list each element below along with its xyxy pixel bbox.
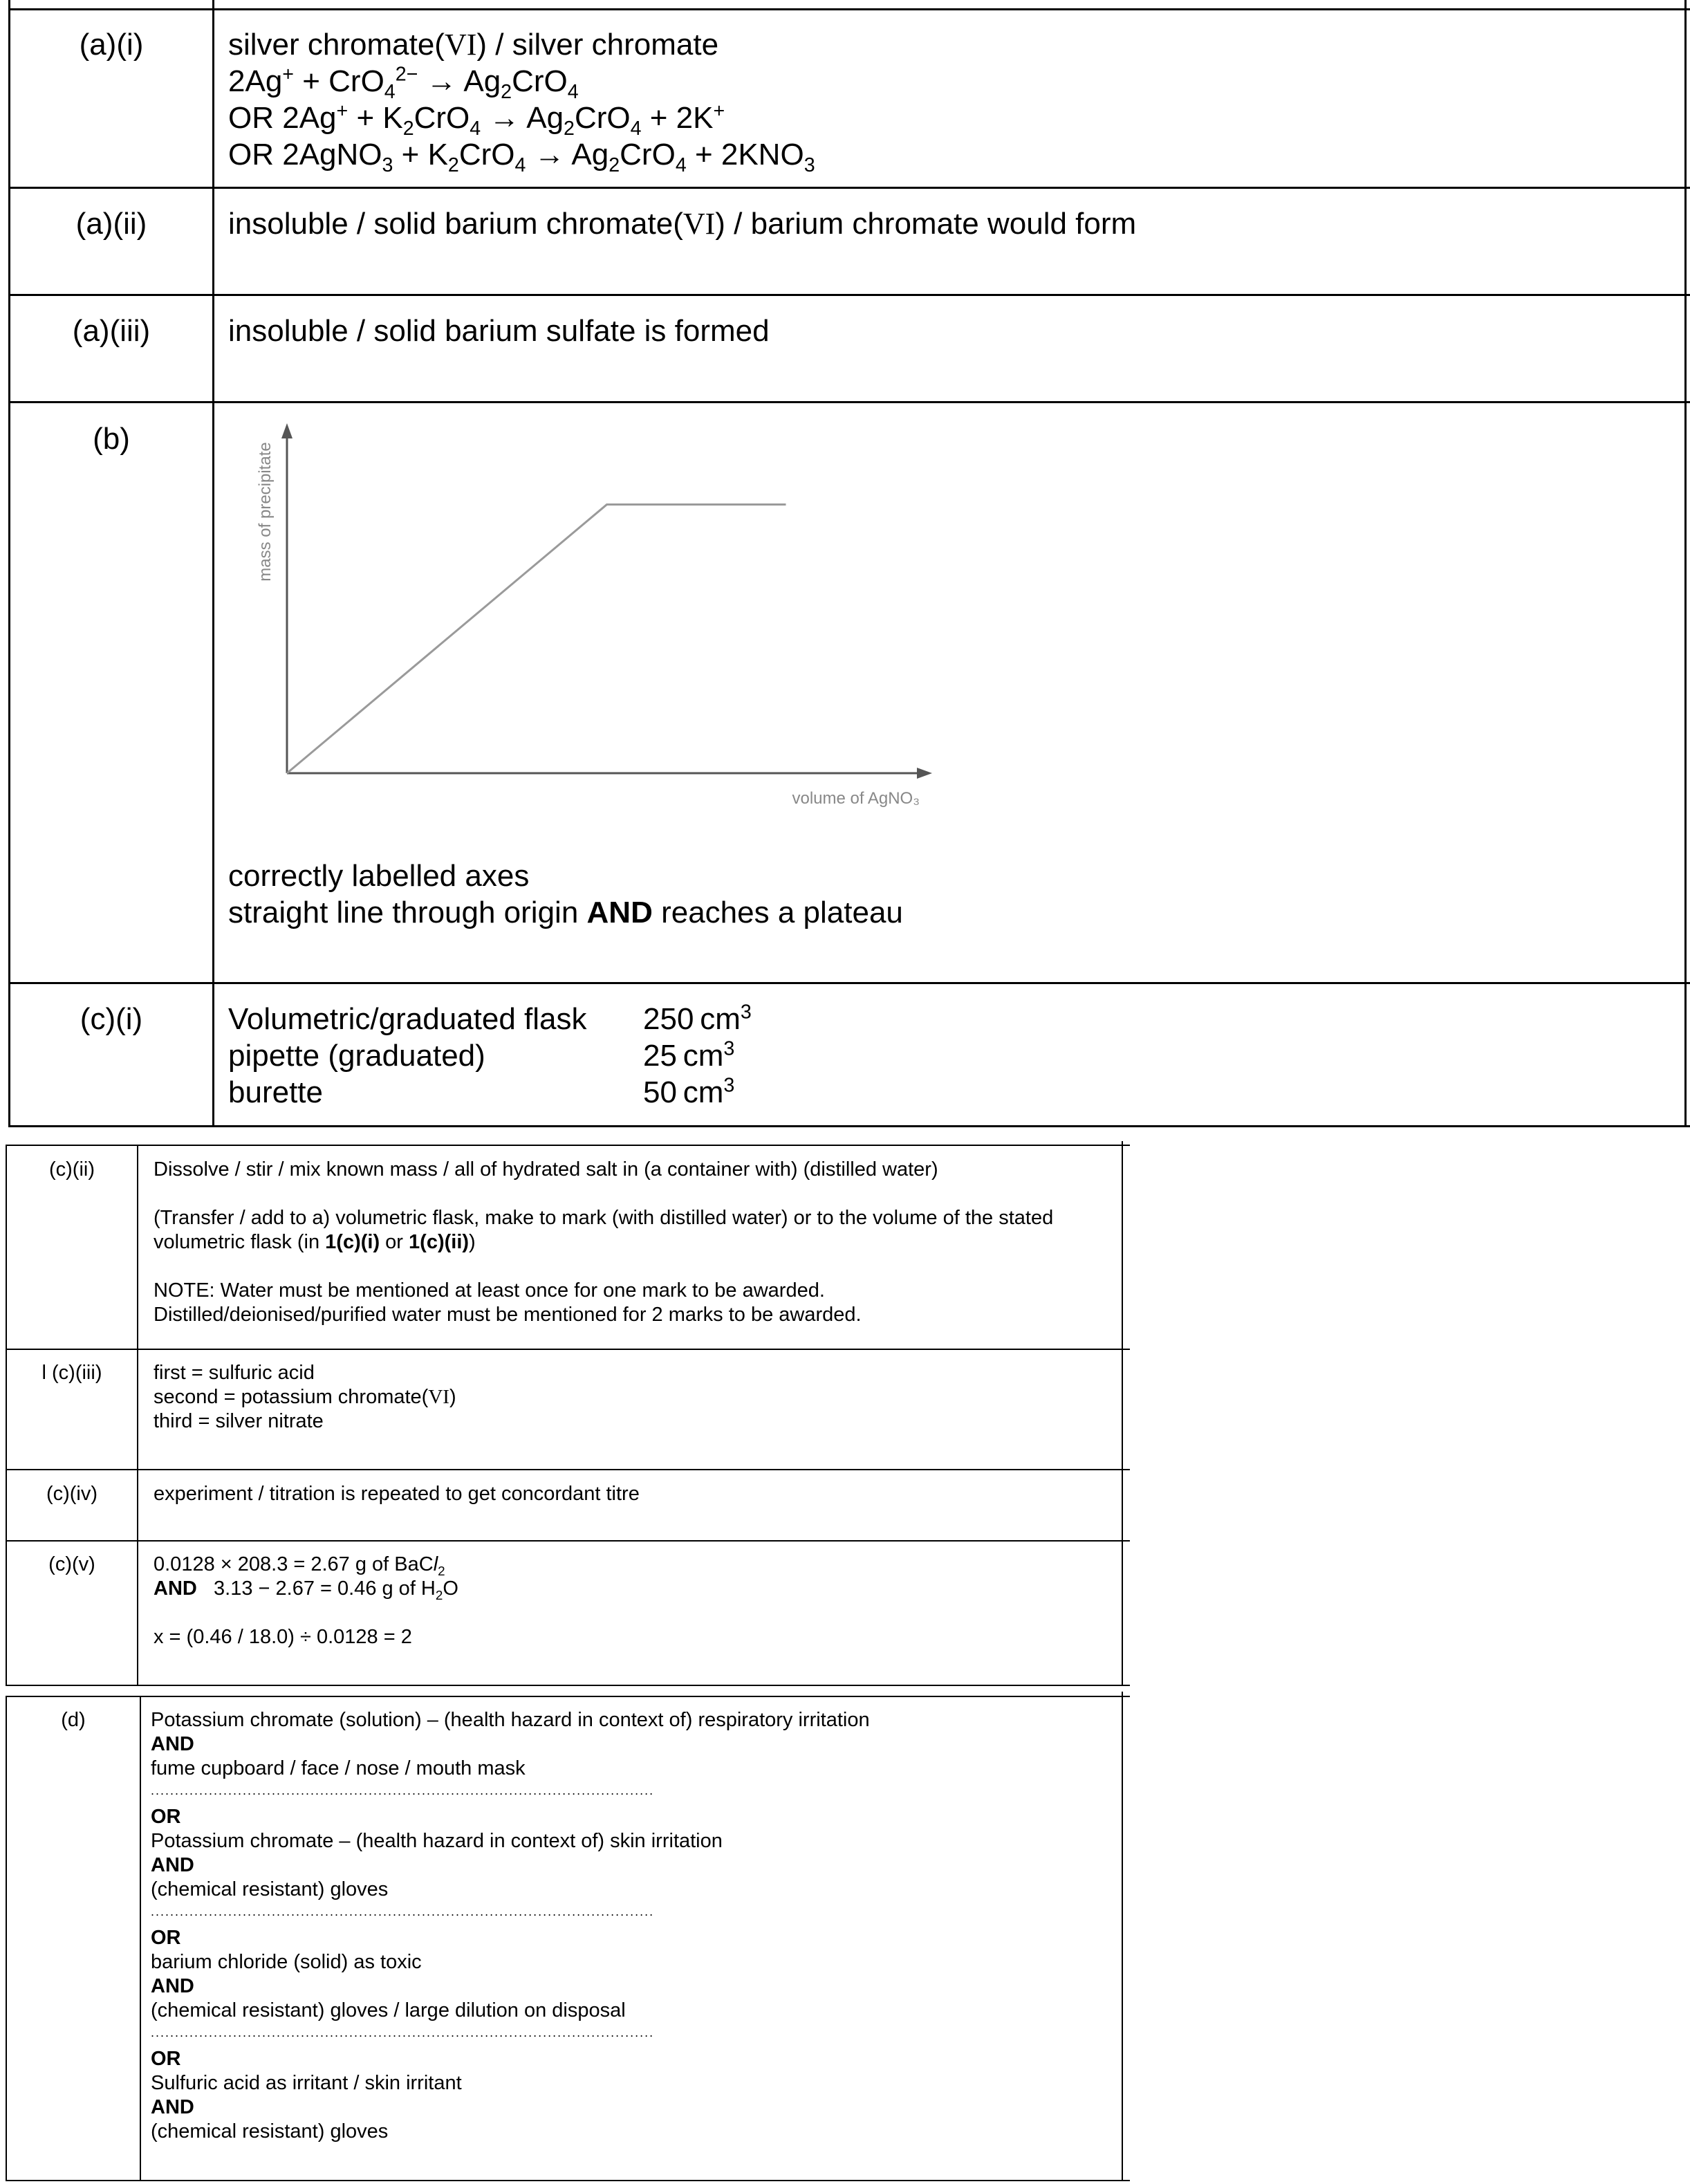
compound-name: silver chromate(VI) / silver chromate [228, 28, 719, 62]
row-divider [6, 1469, 1130, 1470]
bottom-border [6, 1685, 1130, 1686]
order-second: second = potassium chromate(VI) [154, 1386, 456, 1408]
row-label-c-iv: (c)(iv) [46, 1483, 98, 1505]
order-first: first = sulfuric acid [154, 1362, 315, 1384]
hazard-line: Potassium chromate – (health hazard in context of) skin irritation [151, 1830, 723, 1852]
calc-x: x = (0.46 / 18.0) ÷ 0.0128 = 2 [154, 1626, 412, 1648]
column-divider [140, 1696, 141, 2181]
apparatus-volume: 250 $cm^3$ [643, 1001, 752, 1036]
and-label: AND [151, 1733, 194, 1755]
left-border [6, 1696, 7, 2181]
marking-note: Distilled/deionised/purified water must be mentioned for 2 marks to be awarded. [154, 1304, 862, 1326]
apparatus-name: Volumetric/graduated flask [228, 1002, 587, 1036]
precipitate-graph [235, 408, 1003, 823]
apparatus-name: pipette (graduated) [228, 1039, 485, 1073]
left-border [6, 1145, 7, 1686]
answer-c-iv: experiment / titration is repeated to get concordant titre [154, 1483, 640, 1505]
or-label: OR [151, 1806, 181, 1828]
answer-a-i [228, 26, 815, 176]
alt-equation-2: OR 2AgNO$_3$ + $K_2CrO_4 \to Ag_2CrO_4 + 2KNO_3$ [228, 138, 815, 176]
calc-bacl2: 0.0128 × 208.3 = 2.67 g of BaCl$_2$ [154, 1553, 445, 1578]
method-dissolve: Dissolve / stir / mix known mass / all of hydrated salt in (a container with) (distilled water) [154, 1158, 938, 1181]
or-label: OR [151, 1927, 181, 1949]
apparatus-volumes [643, 1001, 752, 1111]
row-divider [6, 1349, 1130, 1350]
and-label: AND [151, 1854, 194, 1876]
answer-a-ii: insoluble / solid barium chromate(VI) / barium chromate would form [228, 207, 1137, 241]
row-label-c-iii: l (c)(iii) [41, 1362, 102, 1384]
calc-water: AND 3.13 − 2.67 = 0.46 g of $H_2O$ [154, 1577, 458, 1602]
right-border [1122, 1692, 1123, 2181]
row-divider [8, 401, 1690, 403]
marking-note: NOTE: Water must be mentioned at least once for one mark to be awarded. [154, 1279, 825, 1302]
row-label-a-iii: (a)(iii) [72, 314, 151, 348]
apparatus-volume: 25 $cm^3$ [643, 1037, 735, 1073]
bottom-border [8, 1125, 1690, 1127]
hazard-line: barium chloride (solid) as toxic [151, 1951, 422, 1973]
row-label-d: (d) [61, 1709, 86, 1731]
top-border [8, 8, 1690, 10]
dotted-separator: ........................................................................................................ [151, 2026, 655, 2039]
row-divider [8, 187, 1690, 189]
and-label: AND [151, 1975, 194, 1997]
row-divider [8, 294, 1690, 296]
row-label-c-v: (c)(v) [48, 1553, 95, 1575]
answer-b-notes [228, 858, 903, 931]
row-label-c-i: (c)(i) [80, 1002, 143, 1036]
y-axis-label: mass of precipitate [256, 442, 275, 582]
answer-c-iii [154, 1361, 456, 1434]
precaution-line: (chemical resistant) gloves / large dilution on disposal [151, 1999, 626, 2021]
x-axis-arrowhead [917, 768, 932, 779]
graph-svg [235, 408, 1003, 823]
row-label-b: (b) [93, 422, 130, 456]
note-axes: correctly labelled axes [228, 859, 530, 893]
y-axis-arrowhead [281, 423, 292, 438]
answer-c-v [154, 1553, 458, 1649]
dotted-separator: ........................................................................................................ [151, 1905, 655, 1918]
top-border [6, 1145, 1130, 1146]
dotted-separator: ........................................................................................................ [151, 1784, 655, 1797]
method-transfer: (Transfer / add to a) volumetric flask, make to mark (with distilled water) or to the volume of the stated [154, 1207, 1054, 1229]
hazard-line: Sulfuric acid as irritant / skin irritant [151, 2072, 462, 2094]
hazard-line: Potassium chromate (solution) – (health hazard in context of) respiratory irritation [151, 1709, 870, 1731]
answer-c-ii [154, 1158, 1053, 1327]
row-divider [6, 1540, 1130, 1542]
row-label-a-ii: (a)(ii) [75, 207, 147, 241]
method-transfer-cont: volumetric flask (in 1(c)(i) or 1(c)(ii)) [154, 1231, 476, 1253]
row-label-c-ii: (c)(ii) [48, 1158, 95, 1181]
row-divider [8, 982, 1690, 984]
order-third: third = silver nitrate [154, 1410, 324, 1432]
left-border [8, 0, 10, 1127]
apparatus-name: burette [228, 1075, 323, 1109]
top-border [6, 1696, 1130, 1697]
column-divider [137, 1145, 138, 1686]
right-border [1122, 1141, 1123, 1686]
answer-a-iii: insoluble / solid barium sulfate is formed [228, 314, 770, 348]
apparatus-volume: 50 $cm^3$ [643, 1074, 735, 1109]
answer-d [151, 1708, 870, 2144]
precaution-line: fume cupboard / face / nose / mouth mask [151, 1757, 526, 1779]
alt-equation-1: OR $2Ag^+ + K_2CrO_4 \to Ag_2CrO_4 + 2K^+$ [228, 100, 725, 140]
precaution-line: (chemical resistant) gloves [151, 1878, 389, 1900]
or-label: OR [151, 2048, 181, 2070]
and-label: AND [151, 2096, 194, 2118]
precipitate-mass-line [287, 505, 786, 773]
row-label-a-i: (a)(i) [79, 28, 144, 62]
note-line: straight line through origin AND reaches a plateau [228, 896, 903, 929]
apparatus-list [228, 1001, 587, 1111]
ionic-equation: $2Ag^+ + CrO_4^{2-} \to Ag_2CrO_4$ [228, 63, 579, 103]
right-border [1684, 0, 1687, 1127]
precaution-line: (chemical resistant) gloves [151, 2120, 389, 2143]
x-axis-label: volume of AgNO₃ [792, 789, 920, 808]
bottom-border [6, 2180, 1130, 2181]
column-divider [212, 0, 214, 1127]
